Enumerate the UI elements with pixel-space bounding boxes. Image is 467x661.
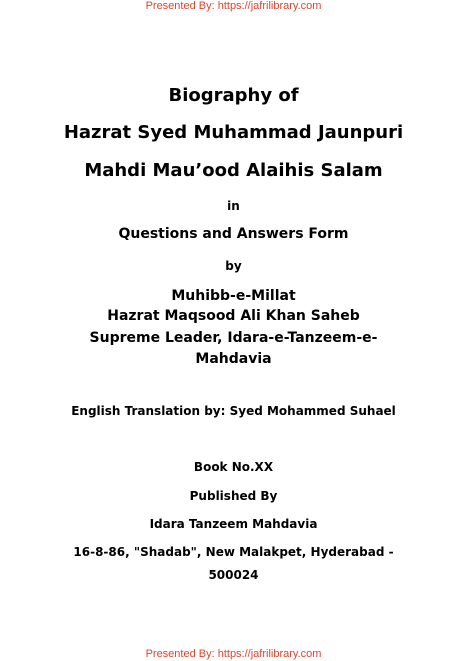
form-label: Questions and Answers Form — [118, 226, 349, 242]
translation-credit: English Translation by: Syed Mohammed Suhael — [71, 404, 396, 418]
title-line-3: Mahdi Mau’ood Alaihis Salam — [84, 160, 383, 181]
in-word: in — [227, 199, 240, 213]
book-number: Book No.XX — [193, 460, 274, 474]
by-word: by — [225, 259, 242, 273]
title-line-2: Hazrat Syed Muhammad Jaunpuri — [63, 122, 404, 143]
address-line-2: 500024 — [208, 568, 259, 582]
author-role-line-2: Mahdavia — [195, 351, 272, 367]
watermark-top: Presented By: https://jafrilibrary.com — [145, 0, 322, 12]
title-line-1: Biography of — [168, 85, 299, 106]
watermark-bottom: Presented By: https://jafrilibrary.com — [145, 648, 322, 660]
address-line-1: 16-8-86, "Shadab", New Malakpet, Hyderabad - — [73, 545, 394, 559]
author-name: Hazrat Maqsood Ali Khan Saheb — [107, 308, 360, 324]
author-role-line-1: Supreme Leader, Idara-e-Tanzeem-e- — [89, 330, 378, 346]
author-epithet: Muhibb-e-Millat — [171, 288, 296, 304]
publisher-name: Idara Tanzeem Mahdavia — [149, 517, 318, 531]
published-by-label: Published By — [189, 489, 278, 503]
